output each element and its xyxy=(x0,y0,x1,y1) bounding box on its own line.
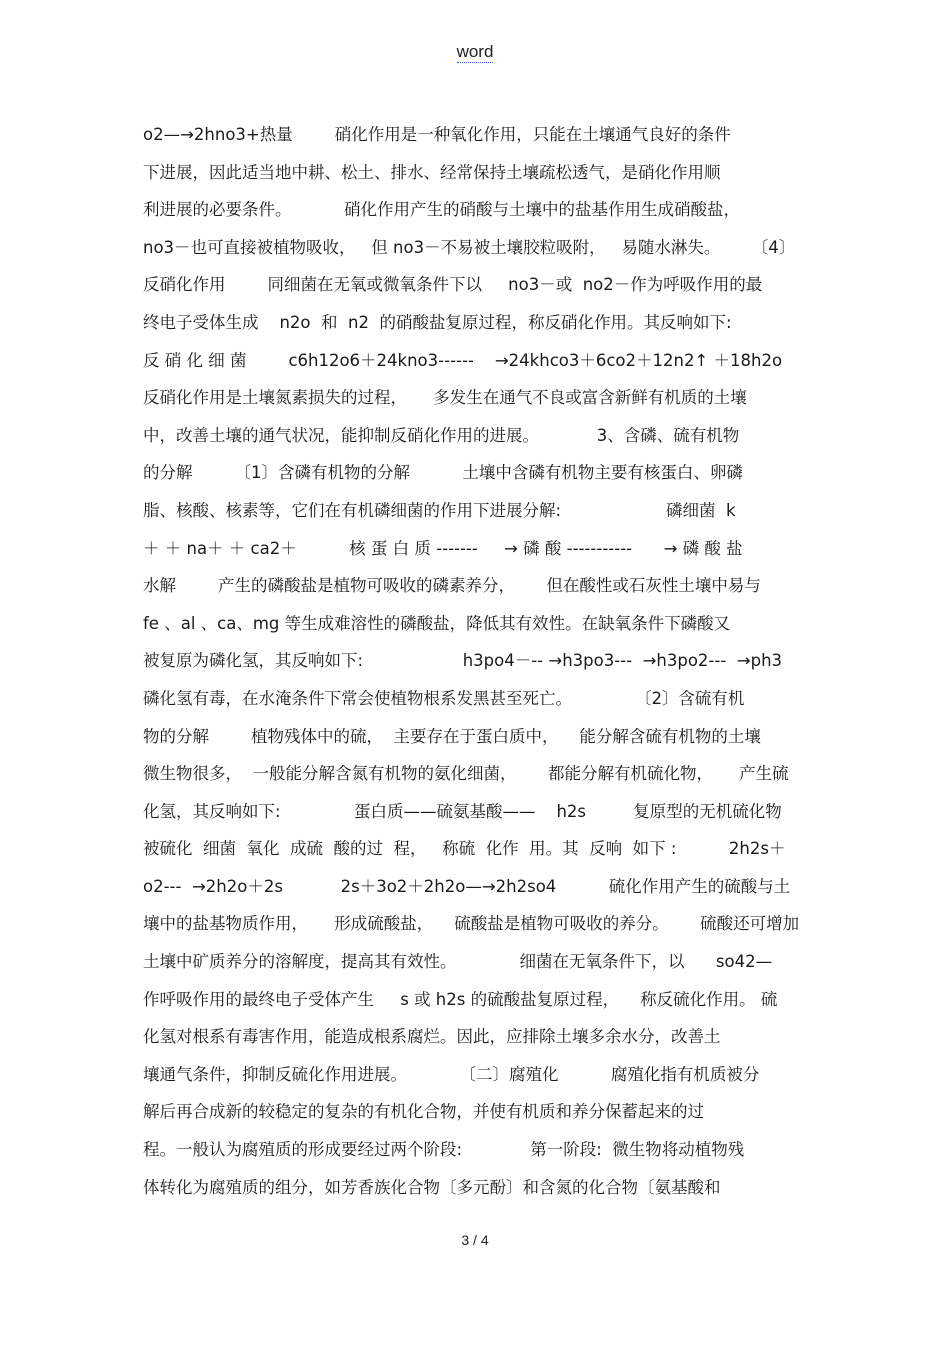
text-line: 程。一般认为腐殖质的形成要经过两个阶段: 第一阶段: 微生物将动植物残 xyxy=(143,1140,745,1160)
text-line: 反硝化作用 同细菌在无氧或微氧条件下以 no3－或 no2－作为呼吸作用的最 xyxy=(143,275,763,295)
text-line: 磷化氢有毒，在水淹条件下常会使植物根系发黑甚至死亡。 〔2〕含硫有机 xyxy=(143,688,745,708)
text-line: 被硫化 细菌 氧化 成硫 酸的过 程， 称硫 化作 用。其 反响 如下 : 2h2s＋ xyxy=(143,839,786,859)
text-line: 土壤中矿质养分的溶解度，提高其有效性。 细菌在无氧条件下，以 so42— xyxy=(143,952,773,972)
text-line: 微生物很多， 一般能分解含氮有机物的氨化细菌， 都能分解有机硫化物， 产生硫 xyxy=(143,764,789,784)
header-title: word xyxy=(456,42,494,61)
text-line: 化氢对根系有毒害作用，能造成根系腐烂。因此，应排除土壤多余水分，改善土 xyxy=(143,1027,721,1047)
text-line: 化氢，其反响如下: 蛋白质——硫氨基酸—— h2s 复原型的无机硫化物 xyxy=(143,801,782,821)
text-line: 壤中的盐基物质作用， 形成硫酸盐， 硫酸盐是植物可吸收的养分。 硫酸还可增加 xyxy=(143,914,800,934)
text-line: 反 硝 化 细 菌 c6h12o6＋24kno3------ →24khco3＋6co2＋12n2↑ ＋18h2o xyxy=(143,350,783,370)
page-number: 3 / 4 xyxy=(461,1232,489,1248)
text-line: 脂、核酸、核素等，它们在有机磷细菌的作用下进展分解: 磷细菌 k xyxy=(143,500,736,520)
document-body xyxy=(143,120,815,1210)
text-line: 的分解 〔1〕含磷有机物的分解 土壤中含磷有机物主要有核蛋白、卵磷 xyxy=(143,463,743,483)
text-line: 反硝化作用是土壤氮素损失的过程， 多发生在通气不良或富含新鲜有机质的土壤 xyxy=(143,388,747,408)
text-line: 被复原为磷化氢，其反响如下: h3po4－-- →h3po3--- →h3po2--- →ph3 xyxy=(143,651,783,671)
text-line: 水解 产生的磷酸盐是植物可吸收的磷素养分， 但在酸性或石灰性土壤中易与 xyxy=(143,576,761,596)
text-line: no3－也可直接被植物吸收， 但 no3－不易被土壤胶粒吸附， 易随水淋失。 〔4〕 xyxy=(143,237,796,257)
text-line: 体转化为腐殖质的组分，如芳香族化合物〔多元酚〕和含氮的化合物〔氨基酸和 xyxy=(143,1177,721,1197)
text-line: o2--- →2h2o＋2s 2s＋3o2＋2h2o—→2h2so4 硫化作用产生的硫酸与土 xyxy=(143,876,791,896)
page-header xyxy=(0,42,950,62)
text-line: 下进展，因此适当地中耕、松土、排水、经常保持土壤疏松透气，是硝化作用顺 xyxy=(143,162,721,182)
text-line: fe 、al 、ca、mg 等生成难溶性的磷酸盐，降低其有效性。在缺氧条件下磷酸又 xyxy=(143,613,731,633)
text-line: 终电子受体生成 n2o 和 n2 的硝酸盐复原过程，称反硝化作用。其反响如下: xyxy=(143,312,732,332)
text-line: 利进展的必要条件。 硝化作用产生的硝酸与土壤中的盐基作用生成硝酸盐， xyxy=(143,200,740,220)
text-line: 作呼吸作用的最终电子受体产生 s 或 h2s 的硫酸盐复原过程， 称反硫化作用。 硫 xyxy=(143,989,778,1009)
text-line: 解后再合成新的较稳定的复杂的有机化合物，并使有机质和养分保蓄起来的过 xyxy=(143,1102,704,1122)
text-line: 中，改善土壤的通气状况，能抑制反硝化作用的进展。 3、含磷、硫有机物 xyxy=(143,425,740,445)
text-line: 壤通气条件，抑制反硫化作用进展。 〔二〕腐殖化 腐殖化指有机质被分 xyxy=(143,1064,760,1084)
text-line: ＋ ＋ na＋ ＋ ca2＋ 核 蛋 白 质 ------- → 磷 酸 ----------- → 磷 酸 盐 xyxy=(143,538,743,558)
text-line: 物的分解 植物残体中的硫， 主要存在于蛋白质中， 能分解含硫有机物的土壤 xyxy=(143,726,761,746)
text-line: o2—→2hno3+热量 硝化作用是一种氧化作用，只能在土壤通气良好的条件 xyxy=(143,125,731,144)
